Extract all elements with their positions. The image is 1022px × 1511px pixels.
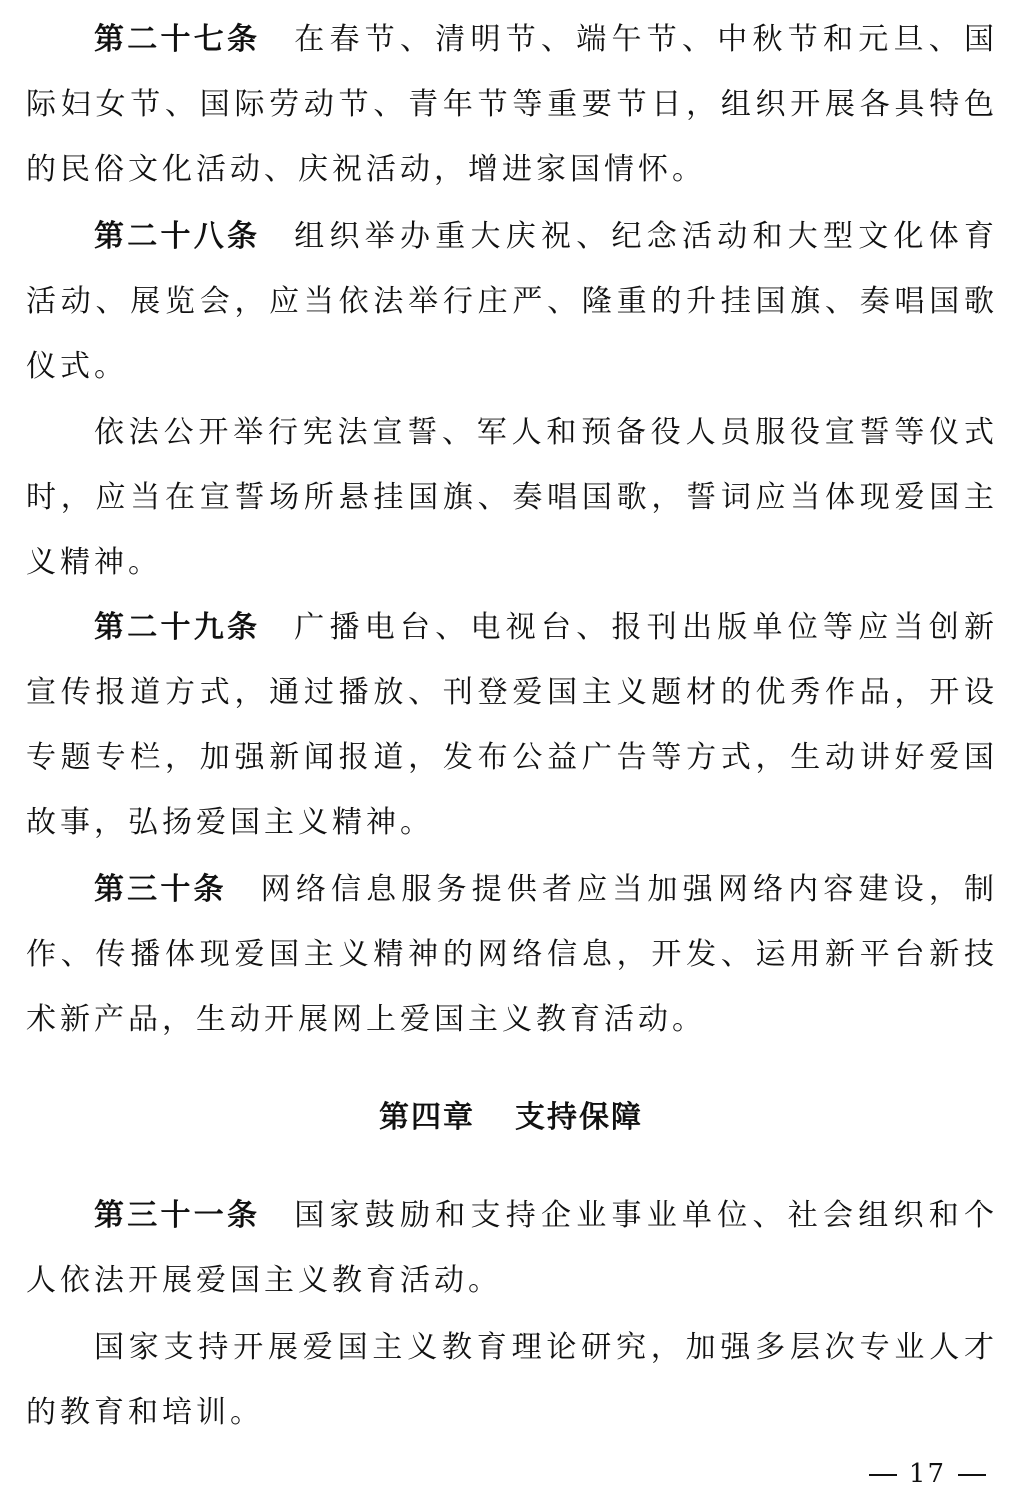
page-footer — [869, 1452, 986, 1496]
article-text: 国家支持开展爱国主义教育理论研究，加强多层次专业人才的教育和培训。 — [26, 1330, 998, 1430]
article-label: 第二十九条 — [94, 610, 261, 645]
article-28-paragraph-2 — [26, 400, 998, 595]
article-31-paragraph-2 — [26, 1315, 998, 1445]
article-text: 国家鼓励和支持企业事业单位、社会组织和个人依法开展爱国主义教育活动。 — [26, 1198, 998, 1298]
footer-dash-left — [869, 1474, 897, 1476]
article-text: 依法公开举行宪法宣誓、军人和预备役人员服役宣誓等仪式时，应当在宣誓场所悬挂国旗、奏唱国歌，誓词应当体现爱国主义精神。 — [26, 415, 998, 580]
article-label: 第二十八条 — [94, 219, 261, 254]
article-text: 在春节、清明节、端午节、中秋节和元旦、国际妇女节、国际劳动节、青年节等重要节日，组织开展各具特色的民俗文化活动、庆祝活动，增进家国情怀。 — [26, 22, 998, 187]
article-29 — [26, 595, 998, 855]
article-text: 组织举办重大庆祝、纪念活动和大型文化体育活动、展览会，应当依法举行庄严、隆重的升挂国旗、奏唱国歌仪式。 — [26, 219, 998, 384]
article-label: 第三十条 — [94, 872, 227, 907]
article-label: 第二十七条 — [94, 22, 261, 57]
article-31 — [26, 1183, 998, 1313]
article-30 — [26, 857, 998, 1052]
article-label: 第三十一条 — [94, 1198, 261, 1233]
chapter-heading — [0, 1085, 1022, 1150]
chapter-number: 第四章 — [379, 1100, 475, 1135]
article-28 — [26, 204, 998, 399]
article-27 — [26, 7, 998, 202]
page-number: 17 — [908, 1459, 946, 1489]
article-text: 广播电台、电视台、报刊出版单位等应当创新宣传报道方式，通过播放、刊登爱国主义题材的优秀作品，开设专题专栏，加强新闻报道，发布公益广告等方式，生动讲好爱国故事，弘扬爱国主义精神。 — [26, 610, 998, 840]
article-text: 网络信息服务提供者应当加强网络内容建设，制作、传播体现爱国主义精神的网络信息，开发、运用新平台新技术新产品，生动开展网上爱国主义教育活动。 — [26, 872, 999, 1037]
chapter-title: 支持保障 — [515, 1100, 643, 1135]
footer-dash-right — [958, 1474, 986, 1476]
